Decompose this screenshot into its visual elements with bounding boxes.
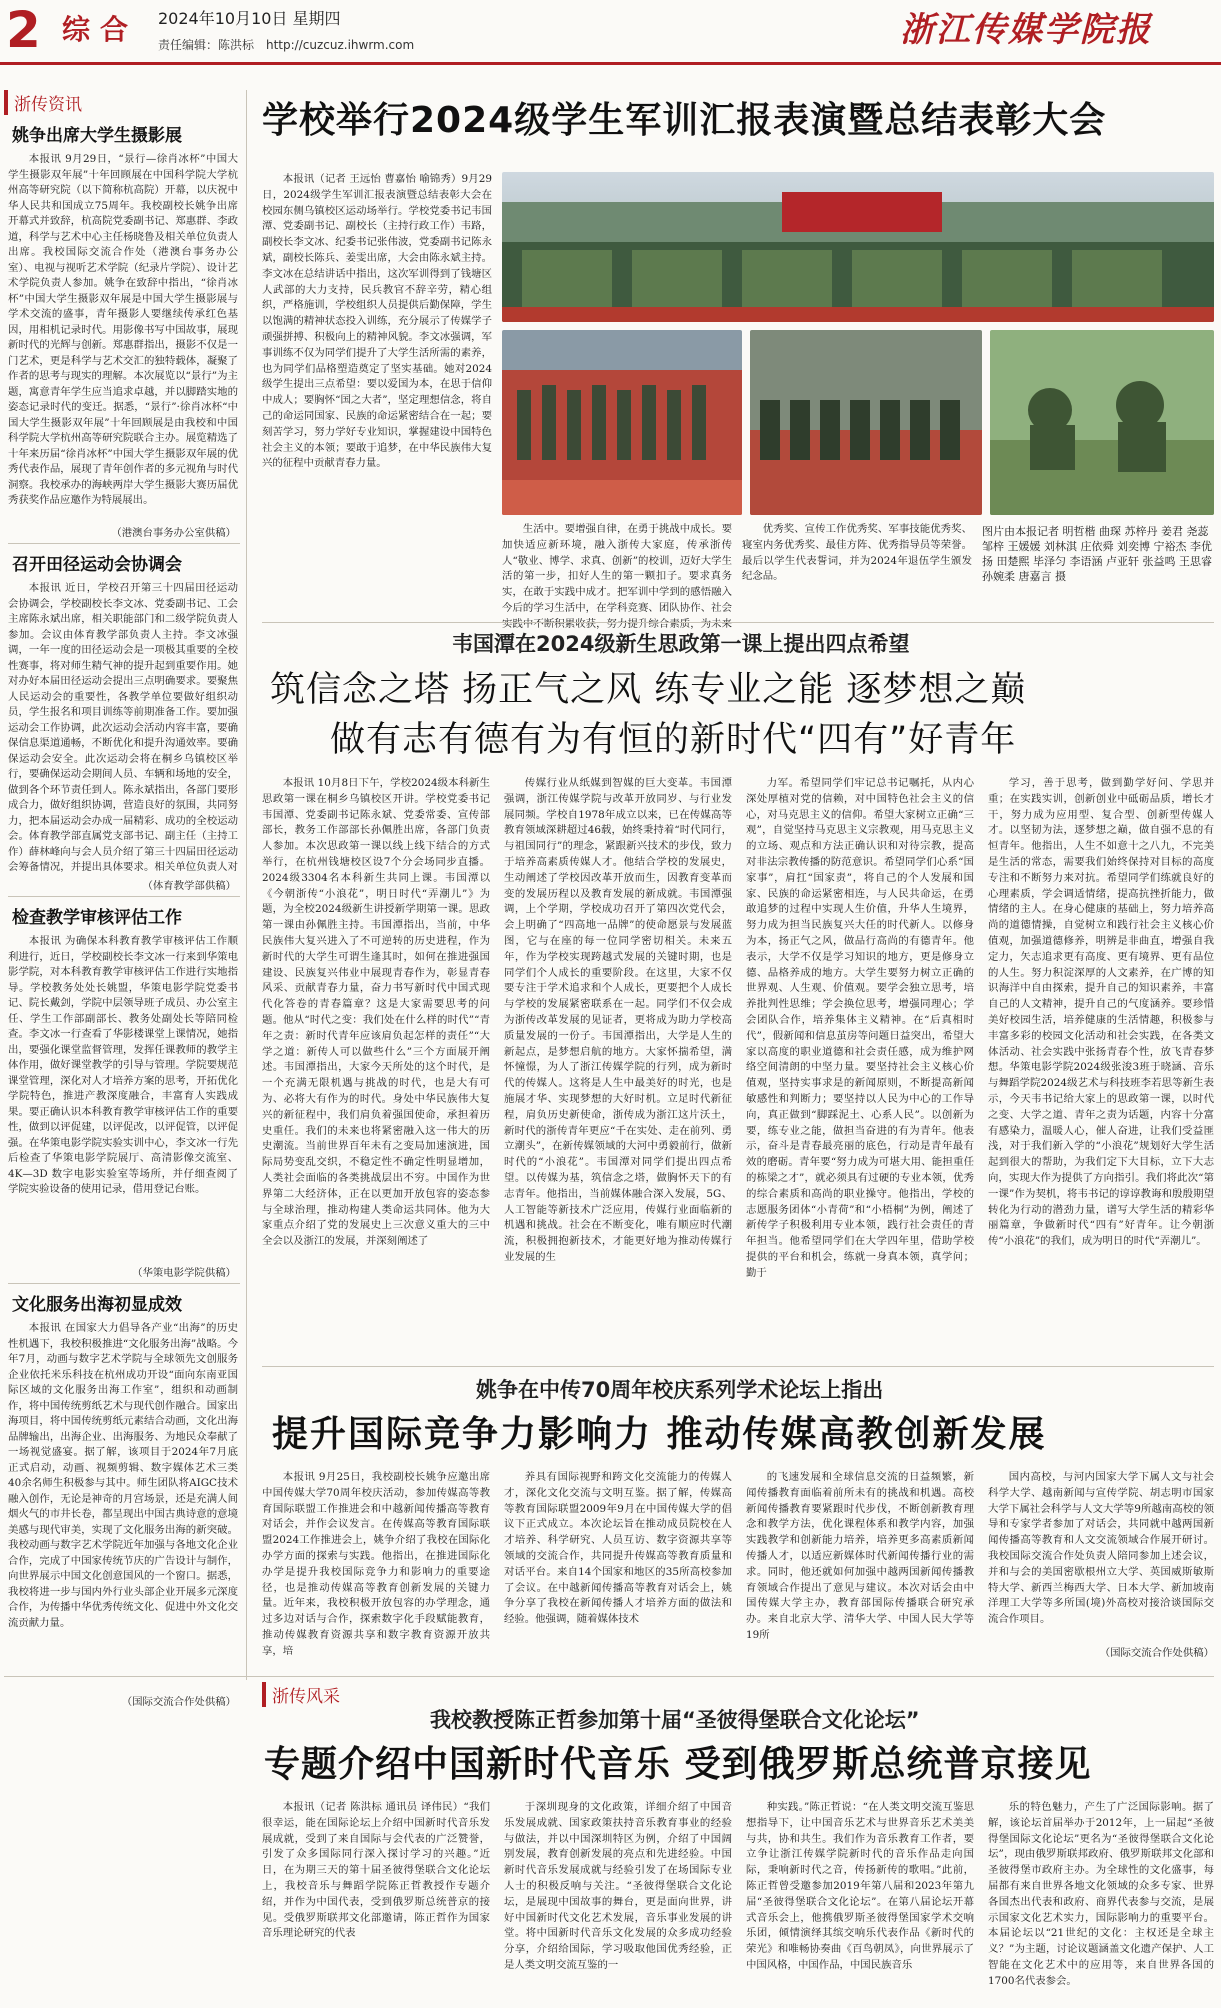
- issue-date: 2024年10月10日 星期四: [158, 9, 341, 28]
- sidebar-article-body: 本报讯 9月29日，“景行—徐肖冰杯”中国大学生摄影双年展”十年回顾展在中国科学院大学杭州高等研究院（以下简称杭高院）开幕，以庆祝中华人民共和国成立75周年。我校副校长姚争出席开幕式并致辞，杭高院党委副书记、郑惠群、李政道，科学与艺术中心主任杨晓鲁及相关单位负责人出席。我校国际交流合作处（港澳台事务办公室）、电视与视听艺术学院（纪录片学院）、设计艺术学院负责人参加。姚争在致辞中指出，“徐肖冰杯”中国大学生摄影双年展是中国大学生摄影展与学术交流的盛事，青年摄影人要继续传承红色基因，用相机记录时代。用影像书写中国故事，展现新时代的光辉与创新。郑惠群指出，摄影不仅是一门艺术，更是科学与艺术交汇的独特载体，凝聚了作者的思考与现实的理解。本次展览以“景行”为主题，寓意青年学生应当追求卓越，并以脚踏实地的姿态记录时代的变迁。据悉，“景行”·徐肖冰杯“中国大学生摄影双年展”十年回顾展是由我校和中国科学院大学杭州高等研究院联合主办。展览精选了十年来历届“徐肖冰杯”中国大学生摄影双年展的优秀代表作品，展现了青年创作者的多元视角与时代洞察。我校承办的海峡两岸大学生摄影大赛历届优秀获奖作品应邀作为特展展出。: [8, 153, 238, 506]
- troop-ranks-photo: [750, 330, 982, 515]
- combat-drill-photo: [990, 330, 1214, 515]
- sidebar-article: [4, 903, 246, 1279]
- section-divider: [4, 1676, 1214, 1677]
- bottom-article-column: 本报讯（记者 陈洪标 通讯员 译伟民）“我们很幸运，能在国际论坛上介绍中国新时代音乐发展成就，受到了来自国际与会代表的广泛赞誉，引发了众多国际同行深入探讨学习的兴趣。”近日，在为期三天的第十届圣彼得堡联合文化论坛上，我校音乐与舞蹈学院陈正哲教授作专题介绍，并作为中国代表，受到俄罗斯总统普京的接见。受俄罗斯联邦文化部邀请，陈正哲作为国家音乐理论研究的代表: [262, 1801, 490, 1940]
- section-divider: [262, 1366, 1214, 1367]
- lead-headline: 学校举行2024级学生军训汇报表演暨总结表彰大会: [262, 100, 1107, 141]
- section-name: 综合: [62, 13, 139, 46]
- sidebar-article: [4, 121, 246, 539]
- sidebar-divider: [8, 543, 240, 544]
- third-article-source: （国际交流合作处供稿）: [1099, 1647, 1214, 1659]
- military-parade-photo: [502, 172, 1214, 322]
- second-article-column: 传媒行业从纸媒到智媒的巨大变革。韦国潭强调，浙江传媒学院与改革开放同岁、与行业发展同频。学校自1978年成立以来，已在传媒高等教育领域深耕超过46载，始终秉持着“时代同行，与祖国同行”的理念，紧跟新兴技术的步伐，致力于培养高素质传媒人才。他结合学校的发展史，生动阐述了学校因改革开放而生，因教育变革而变的发展历程以及教育发展的新成就。韦国潭强调，上个学期，学校成功召开了第四次党代会，会上明确了“四高地一品牌”的使命愿景与发展蓝图，它与在座的每一位同学密切相关。未来五年，作为学校实现跨越式发展的关键时期，也是同学们个人成长的重要阶段。在这里，大家不仅要专注于学术追求和个人成长，更要把个人成长与学校的发展紧密联系在一起。同学们不仅会成为浙传改革发展的见证者，更将成为助力学校高质量发展的一份子。韦国潭指出，大学是人生的新起点，是梦想启航的地方。大家怀揣希望，满怀憧憬，为人了浙江传媒学院的行列，成为新时代的传媒人。这将是人生中最美好的时光，也是施展才华、实现梦想的大好时机。立足时代新征程，肩负历史新使命，浙传成为浙江这片沃土，新时代的浙传青年更应“千在实处、走在前列、勇立潮头”，在新传媒领域的大河中勇毅前行，做新时代的“小浪花”。韦国潭对同学们提出四点希望。以传媒为基，筑信念之塔，做胸怀天下的有志青年。他指出，当前媒体融合深入发展，5G、人工智能等新技术广泛应用，传媒行业面临新的机遇和挑战。社会在不断变化，唯有顺应时代潮流，积极拥抱新技术，才能更好地为推动传媒行业发展的生: [504, 777, 732, 1263]
- sidebar-article-source: （港澳台事务办公室供稿）: [111, 527, 236, 539]
- sidebar-article-source: （国际交流合作处供稿）: [121, 1696, 236, 1708]
- sidebar-article: [4, 550, 246, 892]
- editor-line: 责任编辑：陈洪标 http://cuzcuz.ihwrm.com: [158, 38, 415, 52]
- third-article-column: 的飞速发展和全球信息交流的日益频繁，新闻传播教育面临着前所未有的挑战和机遇。高校新闻传播教育要紧跟时代步伐，不断创新教育理念和教学方法，优化课程体系和教学内容，加强实践教学和创新能力培养，培养更多高素质新闻传播人才，以适应新媒体时代新闻传播行业的需求。同时，他还就如何加强中越两国新闻传播教育领域合作提出了意见与建议。本次对话会由中国传媒大学主办，教育部国际传播联合研究承办。来自北京大学、清华大学、中国人民大学等19所: [746, 1471, 974, 1641]
- second-article-headline-line1: 筑信念之塔 扬正气之风 练专业之能 逐梦想之巅: [270, 670, 1027, 710]
- second-article-kicker: 韦国潭在2024级新生思政第一课上提出四点希望: [452, 632, 910, 656]
- bottom-article-column: 乐的特色魅力，产生了广泛国际影响。据了解，该论坛首届举办于2012年，上一届起“圣彼得堡国际文化论坛”更名为“圣彼得堡联合文化论坛”，现由俄罗斯联邦政府、俄罗斯联邦文化部和圣彼得堡市政府主办。为全球性的文化盛事，每届都有来自世界各地文化领域的众多专家、世界各国杰出代表和政府、商界代表参与交流，是展示国家文化艺术实力，国际影响力的重要平台。本届论坛以“21世纪的文化：主权还是全球主义？”为主题，讨论议题涵盖文化遗产保护、人工智能在文化艺术中的应用等，来自世界各国的1700名代表参会。: [988, 1801, 1214, 1987]
- bottom-article-headline: 专题介绍中国新时代音乐 受到俄罗斯总统普京接见: [264, 1743, 1092, 1785]
- sidebar-article-title: 文化服务出海初显成效: [12, 1295, 182, 1315]
- third-article-headline: 提升国际竞争力影响力 推动传媒高教创新发展: [272, 1414, 1047, 1455]
- sidebar-divider: [8, 896, 240, 897]
- paper-name-logo: 浙江传媒学院报: [900, 10, 1152, 50]
- section-divider: [262, 622, 1214, 623]
- bottom-article-column: 于深圳现身的文化政策，详细介绍了中国音乐发展成就、国家政策扶持音乐教育事业的经验与做法，并以中国深圳特区为例，介绍了中国阔别发展，教育创新发展的亮点和先进经验。中国新时代音乐发展成就与经验引发了在场国际专业人士的积极反响与关注。“圣彼得堡联合文化论坛，是展现中国故事的舞台，更是面向世界，讲好中国新时代文化艺术发展，音乐事业发展的讲堂。将中国新时代音乐文化发展的众多成功经验分享，介绍给国际，学习吸取他国优秀经验，正是人类文明交流互鉴的一: [504, 1801, 732, 1971]
- sidebar-article-title: 姚争出席大学生摄影展: [12, 126, 182, 146]
- page-number: 2: [6, 1, 41, 59]
- sidebar-article-source: （体育教学部供稿）: [142, 880, 236, 892]
- bottom-section-label: 浙传风采: [262, 1682, 340, 1707]
- second-article-column: 学习，善于思考，做到勤学好问、学思并重；在实践实训，创新创业中砥砺品质，增长才干，努力成为应用型、复合型、创新型传媒人才。以坚韧为法，逐梦想之巅，做自强不息的有恒青年。他指出，人生不如意十之八九，不完美是生活的常态，需要我们始终保持对目标的高度专注和不断努力来对抗。希望同学们练就良好的心理素质，学会调适情绪，提高抗挫折能力，做情绪的主人。在身心健康的基础上，努力培养高尚的道德情操，自觉树立和践行社会主义核心价值观，加强道德修养，明辨是非曲直，增强自我定力，矢志追求更有高度、更有境界、更有品位的人生。努力积淀深厚的人文素养，在广博的知识海洋中自由探索，提升自己的知识素养，丰富自己的人文精神，提升自己的气度涵养。要珍惜美好校园生活，培养健康的生活情趣，积极参与丰富多彩的校园文化活动和社会实践，在各类文体活动、社会实践中张扬青春个性，放飞青春梦想。华策电影学院2024级张浚3班于晓涵、音乐与舞蹈学院2024级艺术与科技班李若思等新生表示，今天韦书记给大家上的思政第一课，以时代之变、大学之道、青年之责为话题，内容十分富有感染力，温暖人心，催人奋进，让我们受益匪浅，对于我们新入学的“小浪花”规划好大学生活起到很大的帮助，为我们定下大目标，立下大志向，实现大作为提供了方向指引。我们将此次“第一课”作为契机，将韦书记的谆谆教诲和殷殷期望转化为行动的潜劲力量，谱写大学生活的精彩华丽篇章，争做新时代“四有”好青年。让今朝浙传“小浪花”的我们，成为明日的时代“弄潮儿”。: [988, 777, 1214, 1248]
- second-article-headline-line2: 做有志有德有为有恒的新时代“四有”好青年: [330, 720, 1017, 760]
- second-article-column: 本报讯 10月8日下午，学校2024级本科新生思政第一课在桐乡乌镇校区开讲。学校党委书记韦国潭、党委副书记陈永斌、党委常委、宣传部部长，教务工作部部长孙佩胜出席，各部门负责人参加。本次思政第一课以线上线下结合的方式举行，在杭州钱塘校区设7个分会场同步直播。2024级3304名本科新生共同上课。韦国潭以《今朝浙传“小浪花”，明日时代“弄潮儿”》为题，为全校2024级新生讲授新学期第一课。思政第一课由孙佩胜主持。韦国潭指出，当前，中华民族伟大复兴进入了不可逆转的历史进程，作为新时代的大学生可谓生逢其时，如何在推进强国建设、民族复兴伟业中展现青春作为，彰显青春风采、贡献青春力量，奋力书写新时代中国式现代化答卷的青春篇章？这是大家需要思考的问题。他从“时代之变：我们处在什么样的时代”“青年之责：新时代青年应该肩负起怎样的责任”“大学之道：新传人可以做些什么”三个方面展开阐述。韦国潭指出，大家今天所处的这个时代，是一个充满无限机遇与挑战的时代，也是大有可为、必将大有作为的时代。身处中华民族伟大复兴的新征程中，我们肩负着强国使命，承担着历史重任。我们的未来也将紧密融入这一伟大的历史潮流。当前世界百年未有之变局加速演进，国际局势变乱交织，不稳定性不确定性明显增加，人类社会面临的各类挑战层出不穷。中国作为世界第二大经济体，正在以更加开放包容的姿态参与全球治理，推动构建人类命运共同体。他为大家重点介绍了党的发展史上三次意义重大的三中全会以及浙江的发展，并深刻阐述了: [262, 777, 490, 1248]
- sidebar-divider: [8, 1283, 240, 1284]
- lead-article-column: 生活中。要增强自律，在勇于挑战中成长。要加快适应新环境，融入浙传大家庭，传承浙传人“敬业、博学、求真、创新”的校训，迈好大学生活的第一步，扣好人生的第一颗扣子。要求真务实，在敢于实践中成才。把军训中学到的感悟融入今后的学习生活中，在学科竞赛、团队协作、社会实践中不断积累收获，努力提升综合素质，为未来: [502, 523, 732, 630]
- sidebar-article: [4, 1290, 246, 1708]
- sidebar: [4, 90, 247, 1708]
- sidebar-section-label: 浙传资讯: [4, 90, 246, 115]
- sidebar-article-title: 检查教学审核评估工作: [12, 908, 182, 928]
- third-article-column: 国内高校，与河内国家大学下属人文与社会科学大学、越南新闻与宣传学院、胡志明市国家大学下属社会科学与人文大学等9所越南高校的领导和专家学者参加了对话会，共同就中越两国新闻传播高等教育和人文交流领域合作展开研讨。我校国际交流合作处负责人陪同参加上述会议，并和与会的美国密歇根州立大学、英国威斯敏斯特大学、新西兰梅西大学、日本大学、新加坡南洋理工大学等多所国(境)外高校对接洽谈国际交流合作项目。: [988, 1471, 1214, 1626]
- marching-formation-photo: [502, 330, 742, 515]
- photo-credit: 图片由本报记者 明哲楷 曲琛 苏梓丹 姜君 尧蕊邹梓 王媛媛 刘林淇 庄依舜 刘奕博 宁裕杰 李优扬 田楚熙 毕泽匀 李语涵 卢亚轩 张益鸣 王思睿 孙婉柔 唐嘉言 摄: [982, 525, 1212, 583]
- sidebar-article-body: 本报讯 为确保本科教育教学审核评估工作顺利进行，近日，学校副校长李文冰一行来到华策电影学院，对本科教育教学审核评估工作进行实地指导。学校教务处处长姚盟，华策电影学院党委书记、院长戴剑，学院中层领导班子成员、办公室主任、学生工作部副部长、教务处副处长等陪同检查。李文冰一行查看了华影楼课堂上课情况，她指出，要强化课堂监督管理，发挥任课教师的教学主体作用，做好课堂教学的引导与管理。学院要规范课堂管理，深化对人才培养方案的思考，开拓优化学院特色，推进产教深度融合，丰富育人实践成果。要正确认识本科教育教学审核评估工作的重要性，做到以评促建，以评促改，以评促管，以评促强。在华策电影学院实验实训中心，李文冰一行先后检查了华策电影学院展厅、高清影像交流室、4K—3D 数字电影实验室等场所，并仔细查阅了学院实验设备的使用记录，借用登记台账。: [8, 935, 238, 1195]
- third-article-column: 养具有国际视野和跨文化交流能力的传媒人才，深化文化交流与文明互鉴。据了解，传媒高等教育国际联盟2009年9月在中国传媒大学的倡议下正式成立。本次论坛旨在推动成员院校在人才培养、科学研究、人员互访、数字资源共享等领域的交流合作，共同提升传媒高等教育质量和对话平台。来自14个国家和地区的35所高校参加了会议。在中越新闻传播高等教育对话会上，姚争分享了我校在新闻传播人才培养方面的做法和经验。他强调，随着媒体技术: [504, 1471, 732, 1626]
- lead-article-column: 优秀奖、宣传工作优秀奖、军事技能优秀奖、寝室内务优秀奖、最佳方阵、优秀指导员等荣誉。最后以学生代表誓词，并为2024年退伍学生颁发纪念品。: [742, 523, 972, 583]
- third-article-column: 本报讯 9月25日，我校副校长姚争应邀出席中国传媒大学70周年校庆活动，参加传媒高等教育国际联盟工作推进会和中越新闻传播高等教育对话会，并作会议发言。在传媒高等教育国际联盟2024工作推进会上，姚争介绍了我校在国际化办学方面的探索与实践。他指出，在推进国际化办学是提升我校国际竞争力和影响力的重要途径，也是推动传媒高等教育创新发展的关键力量。近年来，我校积极开放包容的办学理念，通过多边对话与合作，探索数字化手段赋能教育，推动传媒教育资源共享和数字教育资源开放共享，培: [262, 1471, 490, 1657]
- bottom-article-kicker: 我校教授陈正哲参加第十届“圣彼得堡联合文化论坛”: [430, 1708, 920, 1732]
- sidebar-article-body: 本报讯 在国家大力倡导各产业“出海”的历史性机遇下，我校积极推进“文化服务出海”战略。今年7月，动画与数字艺术学院与全球领先文创服务企业依托米乐科技在杭州成功开设“面向东南亚国际区域的文化服务出海工作室”，组织和动画制作，将中国传统剪纸艺术与现代创作融合。国家出海项目，将中国传统剪纸元素结合动画，文化出海品牌输出，出海企业、出海服务、为地民众奉献了一场视觉盛宴。据了解，该项目于2024年7月底正式启动，动画、视频剪辑、数字媒体艺术三类40余名师生积极参与其中。师生团队将AIGC技术融入创作，无论是神奇的月宫场景，还是充满人间烟火气的市井长卷，都呈现出中国古典诗意的意境美感与现代审美，实现了文化服务出海的新突破。我校动画与数字艺术学院近年加强与各地文化企业合作，完成了中国家传统节庆的广告设计与制作，向世界展示中国文化创意国风的一个窗口。据悉，我校将进一步与国内外行业头部企业开展多元深度合作，为传播中华优秀传统文化、促进中外文化交流贡献力量。: [8, 1322, 238, 1629]
- sidebar-article-body: 本报讯 近日，学校召开第三十四届田径运动会协调会，学校副校长李文冰、党委副书记、工会主席陈永斌出席，相关职能部门和二级学院负责人参加。会议由体育教学部负责人主持。李文冰强调，一年一度的田径运动会是一项极其重要的全校性赛事，将对师生精气神的提升起到重要作用。她对办好本届田径运动会提出三点明确要求。要聚焦人民运动会的重要性，各教学单位要做好组织动员，学生报名和项目训练等前期准备工作。要加强运动会工作协调，此次运动会活动内容丰富，要确保信息渠道通畅，不断优化和提升沟通效率。要确保运动会安全。此次运动会将在桐乡乌镇校区举行，要确保运动会期间人员、车辆和场地的安全，做到各个环节责任到人。陈永斌指出，各部门要形成合力，做好组织协调，营造良好的氛围，共同努力，把本届运动会办成一届精彩、成功的全校运动会。体育教学部直属党支部书记、副主任（主持工作）薛林峰向与会人员介绍了第三十四届田径运动会筹备情况，并提出具体要求。相关单位负责人对: [8, 582, 238, 873]
- lead-article-column: 本报讯（记者 王远怡 曹嘉怡 喻锦秀）9月29日，2024级学生军训汇报表演暨总结表彰大会在校园东侧乌镇校区运动场举行。学校党委书记韦国潭、党委副书记、副校长（主持行政工作）韦路，副校长李文冰、纪委书记张伟波，党委副书记陈永斌，副校长陈兵、姜雯出席，大会由陈永斌主持。李文冰在总结讲话中指出，这次军训得到了钱塘区人武部的大力支持，民兵教官不辞辛劳，精心组织，严格施训，学校组织人员提供后勤保障，学生以饱满的精神状态投入训练，充分展示了传媒学子顽强拼搏、积极向上的精神风貌。李文冰强调，军事训练不仅为同学们提升了大学生活所需的素养，也为同学们品格塑造奠定了坚实基础。她对2024级学生提出三点希望：要以爱国为本，在思于信仰中成人；要胸怀“国之大者”，坚定理想信念，将自己的命运同国家、民族的命运紧密结合在一起；要刻苦学习，努力学好专业知识，掌握建设中国特色社会主义的本领；要敢于追梦，在中华民族伟大复兴的征程中贡献青春力量。: [262, 173, 492, 470]
- sidebar-article-source: （华策电影学院供稿）: [132, 1267, 236, 1279]
- third-article-kicker: 姚争在中传70周年校庆系列学术论坛上指出: [476, 1378, 884, 1402]
- second-article-column: 力军。希望同学们牢记总书记嘱托，从内心深处厚植对党的信赖，对中国特色社会主义的信心，对马克思主义的信仰。希望大家树立正确“三观”，自觉坚持马克思主义宗教观，用马克思主义的立场、观点和方法正确认识和对待宗教，提高对非法宗教传播的防范意识。希望同学们心系“国家事”，肩扛“国家责”，将自己的个人发展和国家、民族的命运紧密相连，与人民共命运，在勇敢追梦的过程中实现人生价值，升华人生境界，努力成为担当民族复兴大任的时代新人。以修身为本，扬正气之风，做品行高尚的有德青年。他表示，大学不仅是学习知识的地方，更是修身立德、品格养成的地方。大学生要努力树立正确的世界观、人生观、价值观。要学会独立思考，培养批判性思维；学会换位思考，增强同理心；学会团队合作，培养集体主义精神。在“后真相时代”，假新闻和信息茧房等问题日益突出，希望大家以高度的职业道德和社会责任感，成为维护网络空间清朗的中坚力量。要坚持社会主义核心价值观，坚持实事求是的新闻原则，不断提高新闻敏感性和判断力；要坚持以人民为中心的工作导向，真正做到“脚踩泥土、心系人民”。以创新为要，练专业之能，做担当奋进的有为青年。他表示，奋斗是青春最亮丽的底色，行动是青年最有效的磨砺。青年要“努力成为可堪大用、能担重任的栋梁之才”，就必须具有过硬的专业本领，优秀的综合素质和高尚的职业操守。他指出，学校的志愿服务团体“小青荷”和“小梧桐”为例，阐述了新传学子积极利用专业本领，践行社会责任的青年担当。他希望同学们在大学四年里，借助学校提供的平台和机会，练就一身真本领，真学问；勤于: [746, 777, 974, 1279]
- bottom-article-column: 种实践。”陈正哲说：“在人类文明交流互鉴思想指导下，让中国音乐艺术与世界音乐艺术美美与共，协和共生。我们作为音乐教育工作者，要立争让浙江传媒学院新时代的音乐作品走向国际，秉响新时代之音，传扬新传的歌唱。”此前，陈正哲曾受邀参加2019年第八届和2023年第九届“圣彼得堡联合文化论坛”。在第八届论坛开幕式音乐会上，他携俄罗斯圣彼得堡国家学术交响乐团，倾情演绎其缤交响乐代表作品《新时代的荣光》和唯畅协奏曲《百鸟朝凤》，向世界展示了中国风格，中国作品，中国民族音乐: [746, 1801, 974, 1971]
- sidebar-article-title: 召开田径运动会协调会: [12, 555, 182, 575]
